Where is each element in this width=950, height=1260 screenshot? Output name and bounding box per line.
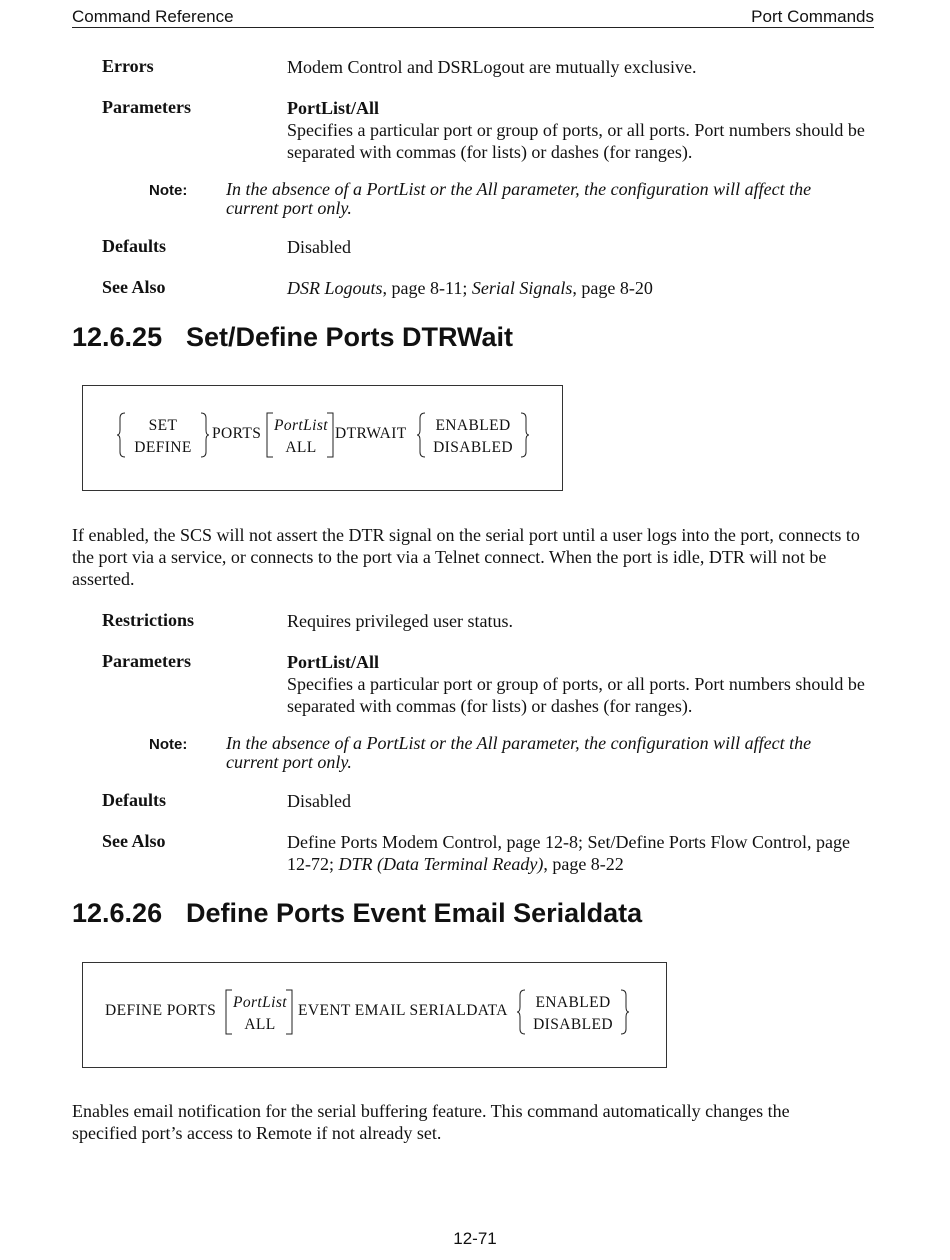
syntax-option-group	[427, 415, 519, 459]
syntax-keyword-dtrwait: DTRWAIT	[335, 425, 407, 442]
syntax-option-disabled: DISABLED	[533, 1016, 613, 1033]
syntax-option-define: DEFINE	[134, 439, 192, 456]
syntax-keyword-define-ports: DEFINE PORTS	[105, 1002, 217, 1019]
right-brace-icon	[519, 412, 529, 458]
parameter-description: Specifies a particular port or group of ports, or all ports. Port numbers should be separated with commas (for lists) or dashes (for ranges).	[287, 674, 865, 716]
syntax-option-all: ALL	[285, 439, 317, 456]
see-also-label: See Also	[102, 831, 166, 851]
parameters-label: Parameters	[102, 97, 191, 117]
restrictions-text: Requires privileged user status.	[287, 611, 513, 631]
right-bracket-icon	[285, 989, 293, 1035]
parameter-name: PortList/All	[287, 652, 379, 672]
see-also-page-ref: , page 8-22	[543, 854, 624, 874]
syntax-box	[82, 962, 667, 1068]
section-number: 12.6.26	[72, 898, 163, 928]
note-label: Note:	[149, 736, 188, 753]
syntax-option-disabled: DISABLED	[433, 439, 513, 456]
restrictions-label: Restrictions	[102, 610, 194, 630]
syntax-box	[82, 385, 563, 491]
syntax-option-group	[527, 992, 619, 1036]
see-also-text	[287, 277, 877, 299]
errors-text: Modem Control and DSRLogout are mutually exclusive.	[287, 57, 697, 77]
see-also-link-dsr-logouts[interactable]: DSR Logouts	[287, 278, 383, 298]
syntax-option-group	[269, 415, 333, 459]
defaults-text: Disabled	[287, 237, 351, 257]
errors-label: Errors	[102, 56, 154, 76]
see-also-label: See Also	[102, 277, 166, 297]
left-brace-icon	[517, 989, 527, 1035]
section-heading	[72, 898, 642, 929]
syntax-option-portlist: PortList	[273, 417, 329, 434]
defaults-text: Disabled	[287, 791, 351, 811]
syntax-keyword-event-email-serialdata: EVENT EMAIL SERIALDATA	[298, 1002, 508, 1019]
syntax-option-enabled: ENABLED	[535, 994, 611, 1011]
note-text: In the absence of a PortList or the All parameter, the configuration will affect the current port only.	[226, 179, 812, 218]
see-also-page-ref: , page 8-11;	[382, 278, 472, 298]
syntax-option-group	[228, 992, 292, 1036]
right-bracket-icon	[326, 412, 334, 458]
section-number: 12.6.25	[72, 322, 163, 352]
defaults-label: Defaults	[102, 236, 166, 256]
page-number: 12-71	[453, 1229, 497, 1248]
see-also-link-serial-signals[interactable]: Serial Signals	[471, 278, 573, 298]
running-header-right: Port Commands	[751, 7, 874, 26]
right-brace-icon	[619, 989, 629, 1035]
section-description: If enabled, the SCS will not assert the DTR signal on the serial port until a user logs into the port, connects to the port via a service, or connects to the port via a Telnet connect. When the port is idle, DTR will not be asserted.	[72, 525, 860, 589]
syntax-option-enabled: ENABLED	[435, 417, 511, 434]
header-rule	[72, 27, 874, 28]
section-title: Set/Define Ports DTRWait	[186, 322, 514, 352]
right-brace-icon	[199, 412, 209, 458]
left-brace-icon	[417, 412, 427, 458]
section-title: Define Ports Event Email Serialdata	[186, 898, 643, 928]
section-heading	[72, 322, 513, 353]
syntax-option-set: SET	[148, 417, 178, 434]
parameter-description: Specifies a particular port or group of ports, or all ports. Port numbers should be separated with commas (for lists) or dashes (for ranges).	[287, 120, 865, 162]
syntax-option-all: ALL	[244, 1016, 276, 1033]
syntax-option-portlist: PortList	[232, 994, 288, 1011]
see-also-page-ref: , page 8-20	[572, 278, 653, 298]
note-label: Note:	[149, 182, 188, 199]
see-also-link-dtr[interactable]: DTR (Data Terminal Ready)	[338, 854, 544, 874]
parameter-name: PortList/All	[287, 98, 379, 118]
syntax-keyword-ports: PORTS	[212, 425, 262, 442]
parameters-block	[287, 97, 877, 163]
syntax-option-group	[125, 415, 201, 459]
see-also-text	[287, 831, 877, 875]
running-header-left: Command Reference	[72, 7, 234, 26]
defaults-label: Defaults	[102, 790, 166, 810]
parameters-label: Parameters	[102, 651, 191, 671]
parameters-block	[287, 651, 877, 717]
note-text: In the absence of a PortList or the All parameter, the configuration will affect the current port only.	[226, 733, 812, 772]
see-also-refs: Define Ports Modem Control, page 12-8; Set/Define Ports Flow Control, page 12-72;	[287, 832, 850, 874]
section-description: Enables email notification for the serial buffering feature. This command automatically changes the specified port’s access to Remote if not already set.	[72, 1101, 790, 1143]
